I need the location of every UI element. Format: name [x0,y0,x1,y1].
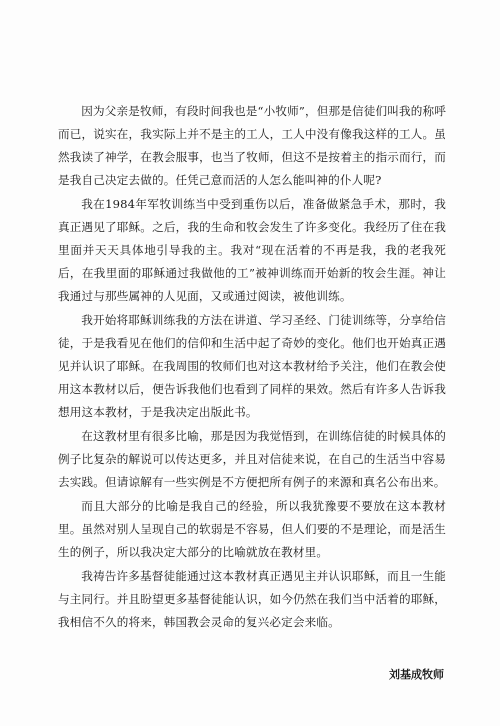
preface-body [58,100,446,635]
paragraph-2: 我在1984年军牧训练当中受到重伤以后，准备做紧急手术，那时，我真正遇见了耶稣。之后，我的生命和牧会发生了许多变化。我经历了住在我里面并天天具体地引导我的主。我对“现在活着的不再是我，我的老我死后，在我里面的耶稣通过我做他的工”被神训练而开始新的牧会生涯。神让我通过与那些属神的人见面，又或通过阅读，被他训练。 [58,197,446,303]
paragraph-4: 在这教材里有很多比喻，那是因为我觉悟到，在训练信徒的时候具体的例子比复杂的解说可以传达更多，并且对信徒来说，在自己的生活当中容易去实践。但请谅解有一些实例是不方便把所有例子的来源和真名公布出来。 [58,429,446,489]
paragraph-3: 我开始将耶稣训练我的方法在讲道、学习圣经、门徒训练等，分享给信徒，于是我看见在他们的信仰和生活中起了奇妙的变化。他们也开始真正遇见并认识了耶稣。在我周围的牧师们也对这本教材给予关注，他们在教会使用这本教材以后，便告诉我他们也看到了同样的果效。然后有许多人告诉我想用这本教材，于是我决定出版此书。 [58,313,446,419]
paragraph-6: 我祷告许多基督徒能通过这本教材真正遇见主并认识耶稣，而且一生能与主同行。并且盼望更多基督徒能认识，如今仍然在我们当中活着的耶稣，我相信不久的将来，韩国教会灵命的复兴必定会来临。 [58,569,446,629]
author-signature: 刘基成牧师 [389,668,444,681]
paragraph-5: 而且大部分的比喻是我自己的经验，所以我犹豫要不要放在这本教材里。虽然对别人呈现自己的软弱是不容易，但人们要的不是理论，而是活生生的例子，所以我决定大部分的比喻就放在教材里。 [58,499,446,559]
paragraph-1: 因为父亲是牧师，有段时间我也是“小牧师”，但那是信徒们叫我的称呼而已，说实在，我实际上并不是主的工人，工人中没有像我这样的工人。虽然我读了神学，在教会服事，也当了牧师，但这不是按着主的指示而行，而是我自己决定去做的。任凭己意而活的人怎么能叫神的仆人呢? [58,104,446,187]
